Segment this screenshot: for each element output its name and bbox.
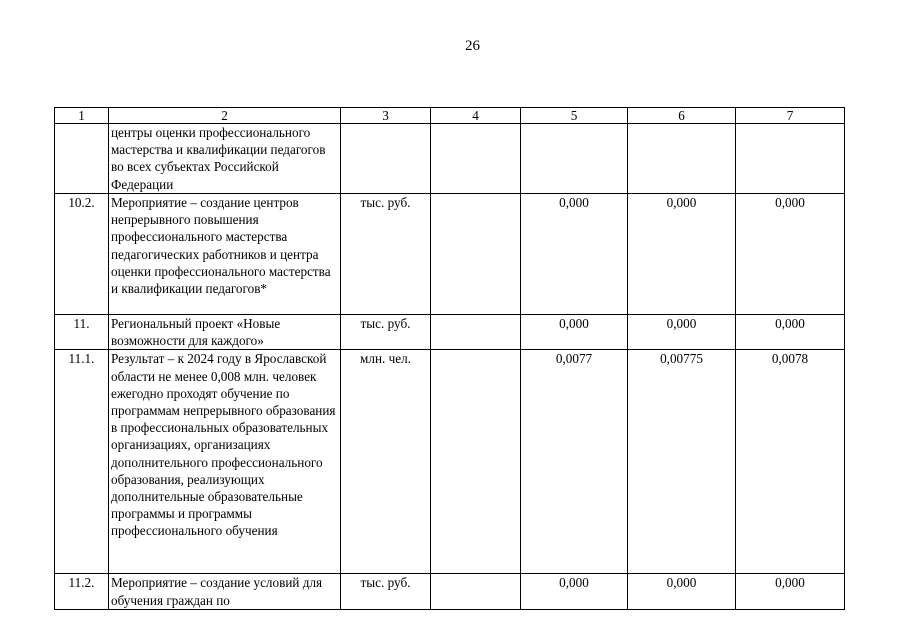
row-col5: 0,000 bbox=[521, 315, 628, 350]
table-row bbox=[55, 194, 845, 315]
row-number: 11.2. bbox=[55, 574, 109, 609]
column-header: 3 bbox=[341, 108, 431, 124]
row-col7: 0,000 bbox=[736, 194, 845, 315]
row-name: Мероприятие – создание центров непрерывного повышения профессионального мастерства педагогических работников и центра оценки профессионального мастерства и квалификации педагогов* bbox=[109, 194, 341, 315]
row-number: 10.2. bbox=[55, 194, 109, 315]
table-row bbox=[55, 574, 845, 609]
row-col7: 0,000 bbox=[736, 574, 845, 609]
page-number: 26 bbox=[465, 38, 480, 54]
row-unit bbox=[341, 124, 431, 194]
header-row bbox=[55, 108, 845, 124]
column-header: 7 bbox=[736, 108, 845, 124]
row-number: 11. bbox=[55, 315, 109, 350]
row-col5: 0,000 bbox=[521, 194, 628, 315]
row-col6: 0,000 bbox=[628, 194, 736, 315]
row-col4 bbox=[431, 194, 521, 315]
row-col6: 0,000 bbox=[628, 574, 736, 609]
row-col6 bbox=[628, 124, 736, 194]
row-unit: тыс. руб. bbox=[341, 315, 431, 350]
row-col4 bbox=[431, 574, 521, 609]
row-col5 bbox=[521, 124, 628, 194]
data-table bbox=[54, 107, 845, 610]
row-unit: тыс. руб. bbox=[341, 574, 431, 609]
row-name: Мероприятие – создание условий для обучения граждан по bbox=[109, 574, 341, 609]
table-row bbox=[55, 315, 845, 350]
row-col5: 0,000 bbox=[521, 574, 628, 609]
row-col4 bbox=[431, 350, 521, 574]
row-col7 bbox=[736, 124, 845, 194]
row-number: 11.1. bbox=[55, 350, 109, 574]
row-col4 bbox=[431, 315, 521, 350]
row-name: центры оценки профессионального мастерства и квалификации педагогов во всех субъектах Российской Федерации bbox=[109, 124, 341, 194]
column-header: 6 bbox=[628, 108, 736, 124]
row-col6: 0,000 bbox=[628, 315, 736, 350]
row-col7: 0,000 bbox=[736, 315, 845, 350]
row-col6: 0,00775 bbox=[628, 350, 736, 574]
table-row bbox=[55, 350, 845, 574]
table-row bbox=[55, 124, 845, 194]
row-name: Результат – к 2024 году в Ярославской области не менее 0,008 млн. человек ежегодно проходят обучение по программам непрерывного образования в профессиональных образовательных организациях, организациях дополнительного профессионального образования, реализующих дополнительные образовательные программы и программы профессионального обучения bbox=[109, 350, 341, 574]
row-unit: млн. чел. bbox=[341, 350, 431, 574]
column-header: 1 bbox=[55, 108, 109, 124]
column-header: 5 bbox=[521, 108, 628, 124]
column-header: 2 bbox=[109, 108, 341, 124]
row-col5: 0,0077 bbox=[521, 350, 628, 574]
row-name: Региональный проект «Новые возможности для каждого» bbox=[109, 315, 341, 350]
row-number bbox=[55, 124, 109, 194]
row-col7: 0,0078 bbox=[736, 350, 845, 574]
row-unit: тыс. руб. bbox=[341, 194, 431, 315]
column-header: 4 bbox=[431, 108, 521, 124]
row-col4 bbox=[431, 124, 521, 194]
